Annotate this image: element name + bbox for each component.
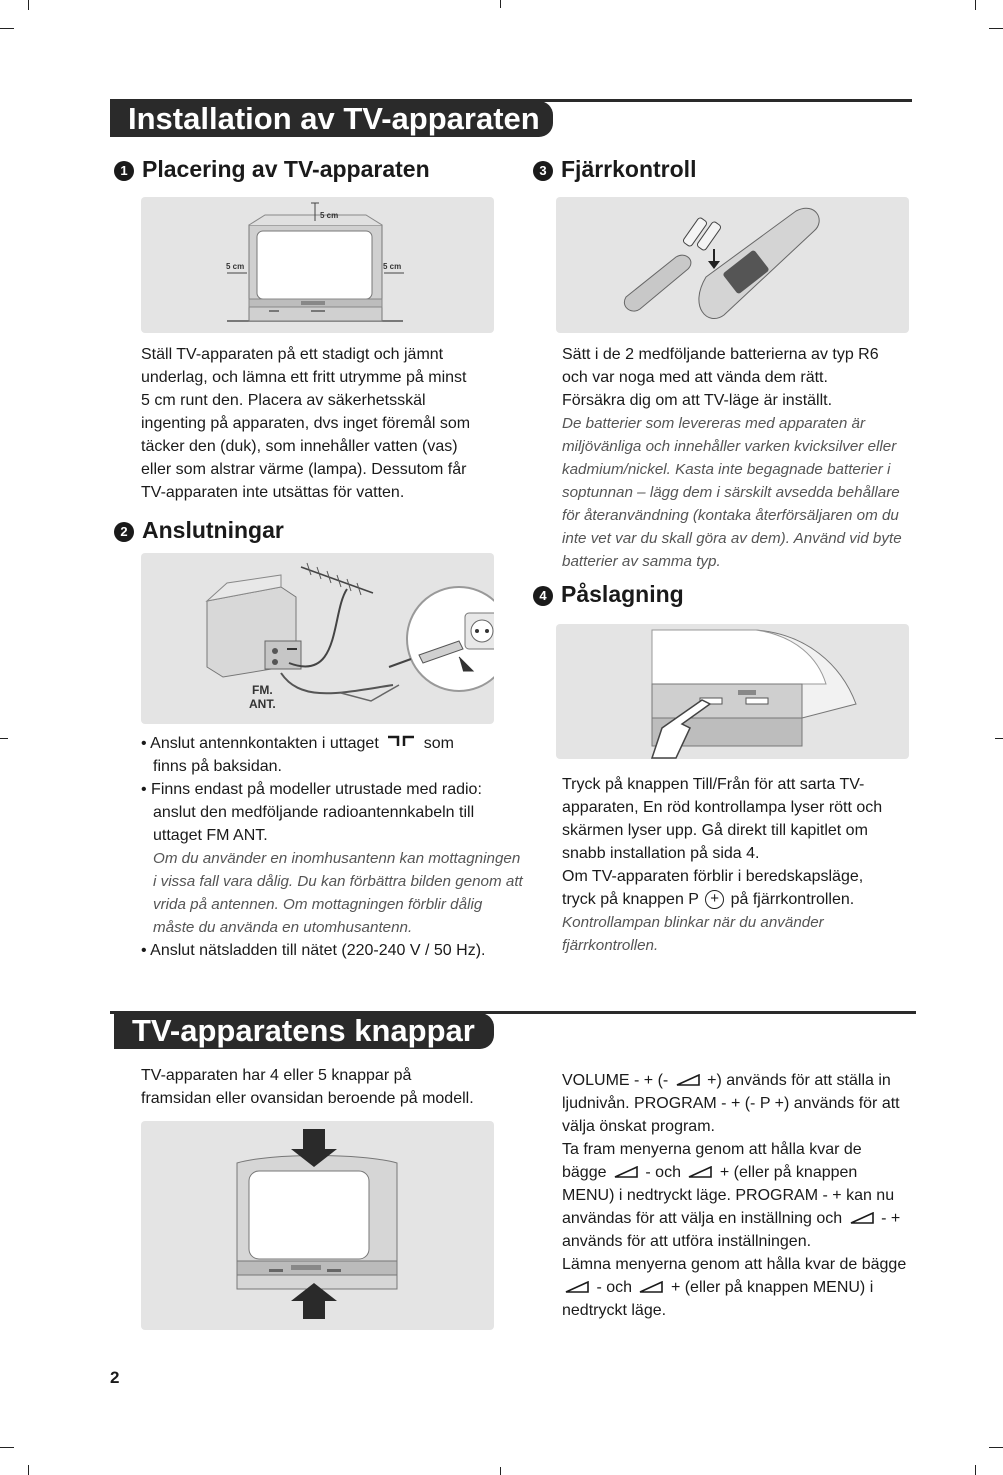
- crop-mark: [0, 738, 8, 739]
- section3-text: Sätt i de 2 medföljande batterierna av typ R6 och var noga med att vända dem rätt. Försäkra dig om att TV-läge är inställt. De batterier som levereras med apparaten är miljövänliga och innehåller varken kvicksilver eller kadmium/nickel. Kasta inte begagnade batterier i soptunnan – lägg dem i särskilt avsedda behållare för återanvändning (kontaka återförsäljaren om du inte vet var du skall göra av dem). Använd vid byte batterier av samma typ.: [562, 346, 902, 570]
- buttons-section-title: TV-apparatens knappar: [114, 1013, 494, 1049]
- remote-batteries-illustration: [556, 197, 909, 333]
- section-number: 4: [533, 586, 553, 606]
- section-heading-power-on: 4 Påslagning: [533, 580, 684, 608]
- tv-buttons-figure: [141, 1121, 494, 1330]
- section2-text: • Anslut antennkontakten i uttaget som finns på baksidan. • Finns endast på modeller utrustade med radio: anslut den medföljande radioantennkabeln till uttaget FM ANT. Om du använder en inomhusantenn kan mottagningen i vissa fall vara dålig. Du kan förbättra bilden genom att vrida på antennen. Om mottagningen förblir dålig måste du använda en utomhusantenn. • Anslut nätsladden till nätet (220-240 V / 50 Hz).: [141, 735, 523, 959]
- crop-mark: [28, 0, 29, 10]
- section-number: 2: [114, 522, 134, 542]
- tv-front-buttons-illustration: [141, 1121, 494, 1330]
- section1-text: Ställ TV-apparaten på ett stadigt och jämnt underlag, och lämna ett fritt utrymme på minst 5 cm runt den. Placera av säkerhetsskäl ingenting på apparaten, dvs inget föremål som täcker den (duk), som innehåller vatten (vas) eller som alstrar värme (lampa). Dessutom får TV-apparaten inte utsättas för vatten.: [141, 346, 471, 501]
- crop-mark: [989, 28, 1003, 29]
- antenna-socket-icon: [387, 735, 415, 747]
- section-number: 3: [533, 161, 553, 181]
- buttons-intro-text: TV-apparaten har 4 eller 5 knappar på framsidan eller ovansidan beroende på modell.: [141, 1067, 474, 1107]
- power-on-figure: [556, 624, 909, 759]
- label-ant: ANT.: [249, 697, 276, 711]
- buttons-description: VOLUME - + (- +) används för att ställa in ljudnivån. PROGRAM - + (- P +) används för att välja önskat program. Ta fram menyerna genom att hålla kvar de bägge - och + (eller på knappen MENU) i nedtryckt läge. PROGRAM - + kan nu användas för att välja en inställning och - + används för att utföra inställningen. Lämna menyerna genom att hålla kvar de bägge - och + (eller på knappen MENU) i nedtryckt läge.: [562, 1072, 907, 1319]
- power-button-illustration: [556, 624, 909, 759]
- page-title: Installation av TV-apparaten: [110, 101, 553, 137]
- section-number: 1: [114, 161, 134, 181]
- volume-icon: [614, 1166, 638, 1178]
- crop-mark: [995, 738, 1003, 739]
- crop-mark: [975, 1465, 976, 1475]
- label-5cm-left: 5 cm: [226, 262, 245, 271]
- volume-icon: [688, 1166, 712, 1178]
- crop-mark: [0, 28, 14, 29]
- remote-figure: [556, 197, 909, 333]
- crop-mark: [0, 1447, 14, 1448]
- antenna-connection-illustration: [141, 553, 494, 724]
- crop-mark: [500, 1467, 501, 1475]
- label-5cm-top: 5 cm: [320, 211, 339, 220]
- tv-placement-illustration: [141, 197, 494, 333]
- program-plus-icon: +: [705, 890, 724, 909]
- volume-icon: [850, 1212, 874, 1224]
- crop-mark: [500, 0, 501, 8]
- crop-mark: [28, 1465, 29, 1475]
- tv-placement-figure: [141, 197, 494, 333]
- section4-text: Tryck på knappen Till/Från för att sarta TV- apparaten, En röd kontrollampa lyser rött och skärmen lyser upp. Gå direkt till kapitlet om snabb installation på sida 4. Om TV-apparaten förblir i beredskapsläge, tryck på knappen P + på fjärrkontrollen. Kontrollampan blinkar när du använder fjärrkontrollen.: [562, 776, 883, 954]
- volume-icon: [676, 1074, 700, 1086]
- volume-icon: [565, 1281, 589, 1293]
- section-heading-remote: 3 Fjärrkontroll: [533, 155, 696, 183]
- connections-figure: [141, 553, 494, 724]
- label-fm: FM.: [252, 683, 273, 697]
- crop-mark: [975, 0, 976, 10]
- volume-icon: [639, 1281, 663, 1293]
- crop-mark: [989, 1447, 1003, 1448]
- section-heading-placement: 1 Placering av TV-apparaten: [114, 155, 430, 183]
- section-heading-connections: 2 Anslutningar: [114, 516, 284, 544]
- label-5cm-right: 5 cm: [383, 262, 402, 271]
- page-number: 2: [110, 1368, 120, 1387]
